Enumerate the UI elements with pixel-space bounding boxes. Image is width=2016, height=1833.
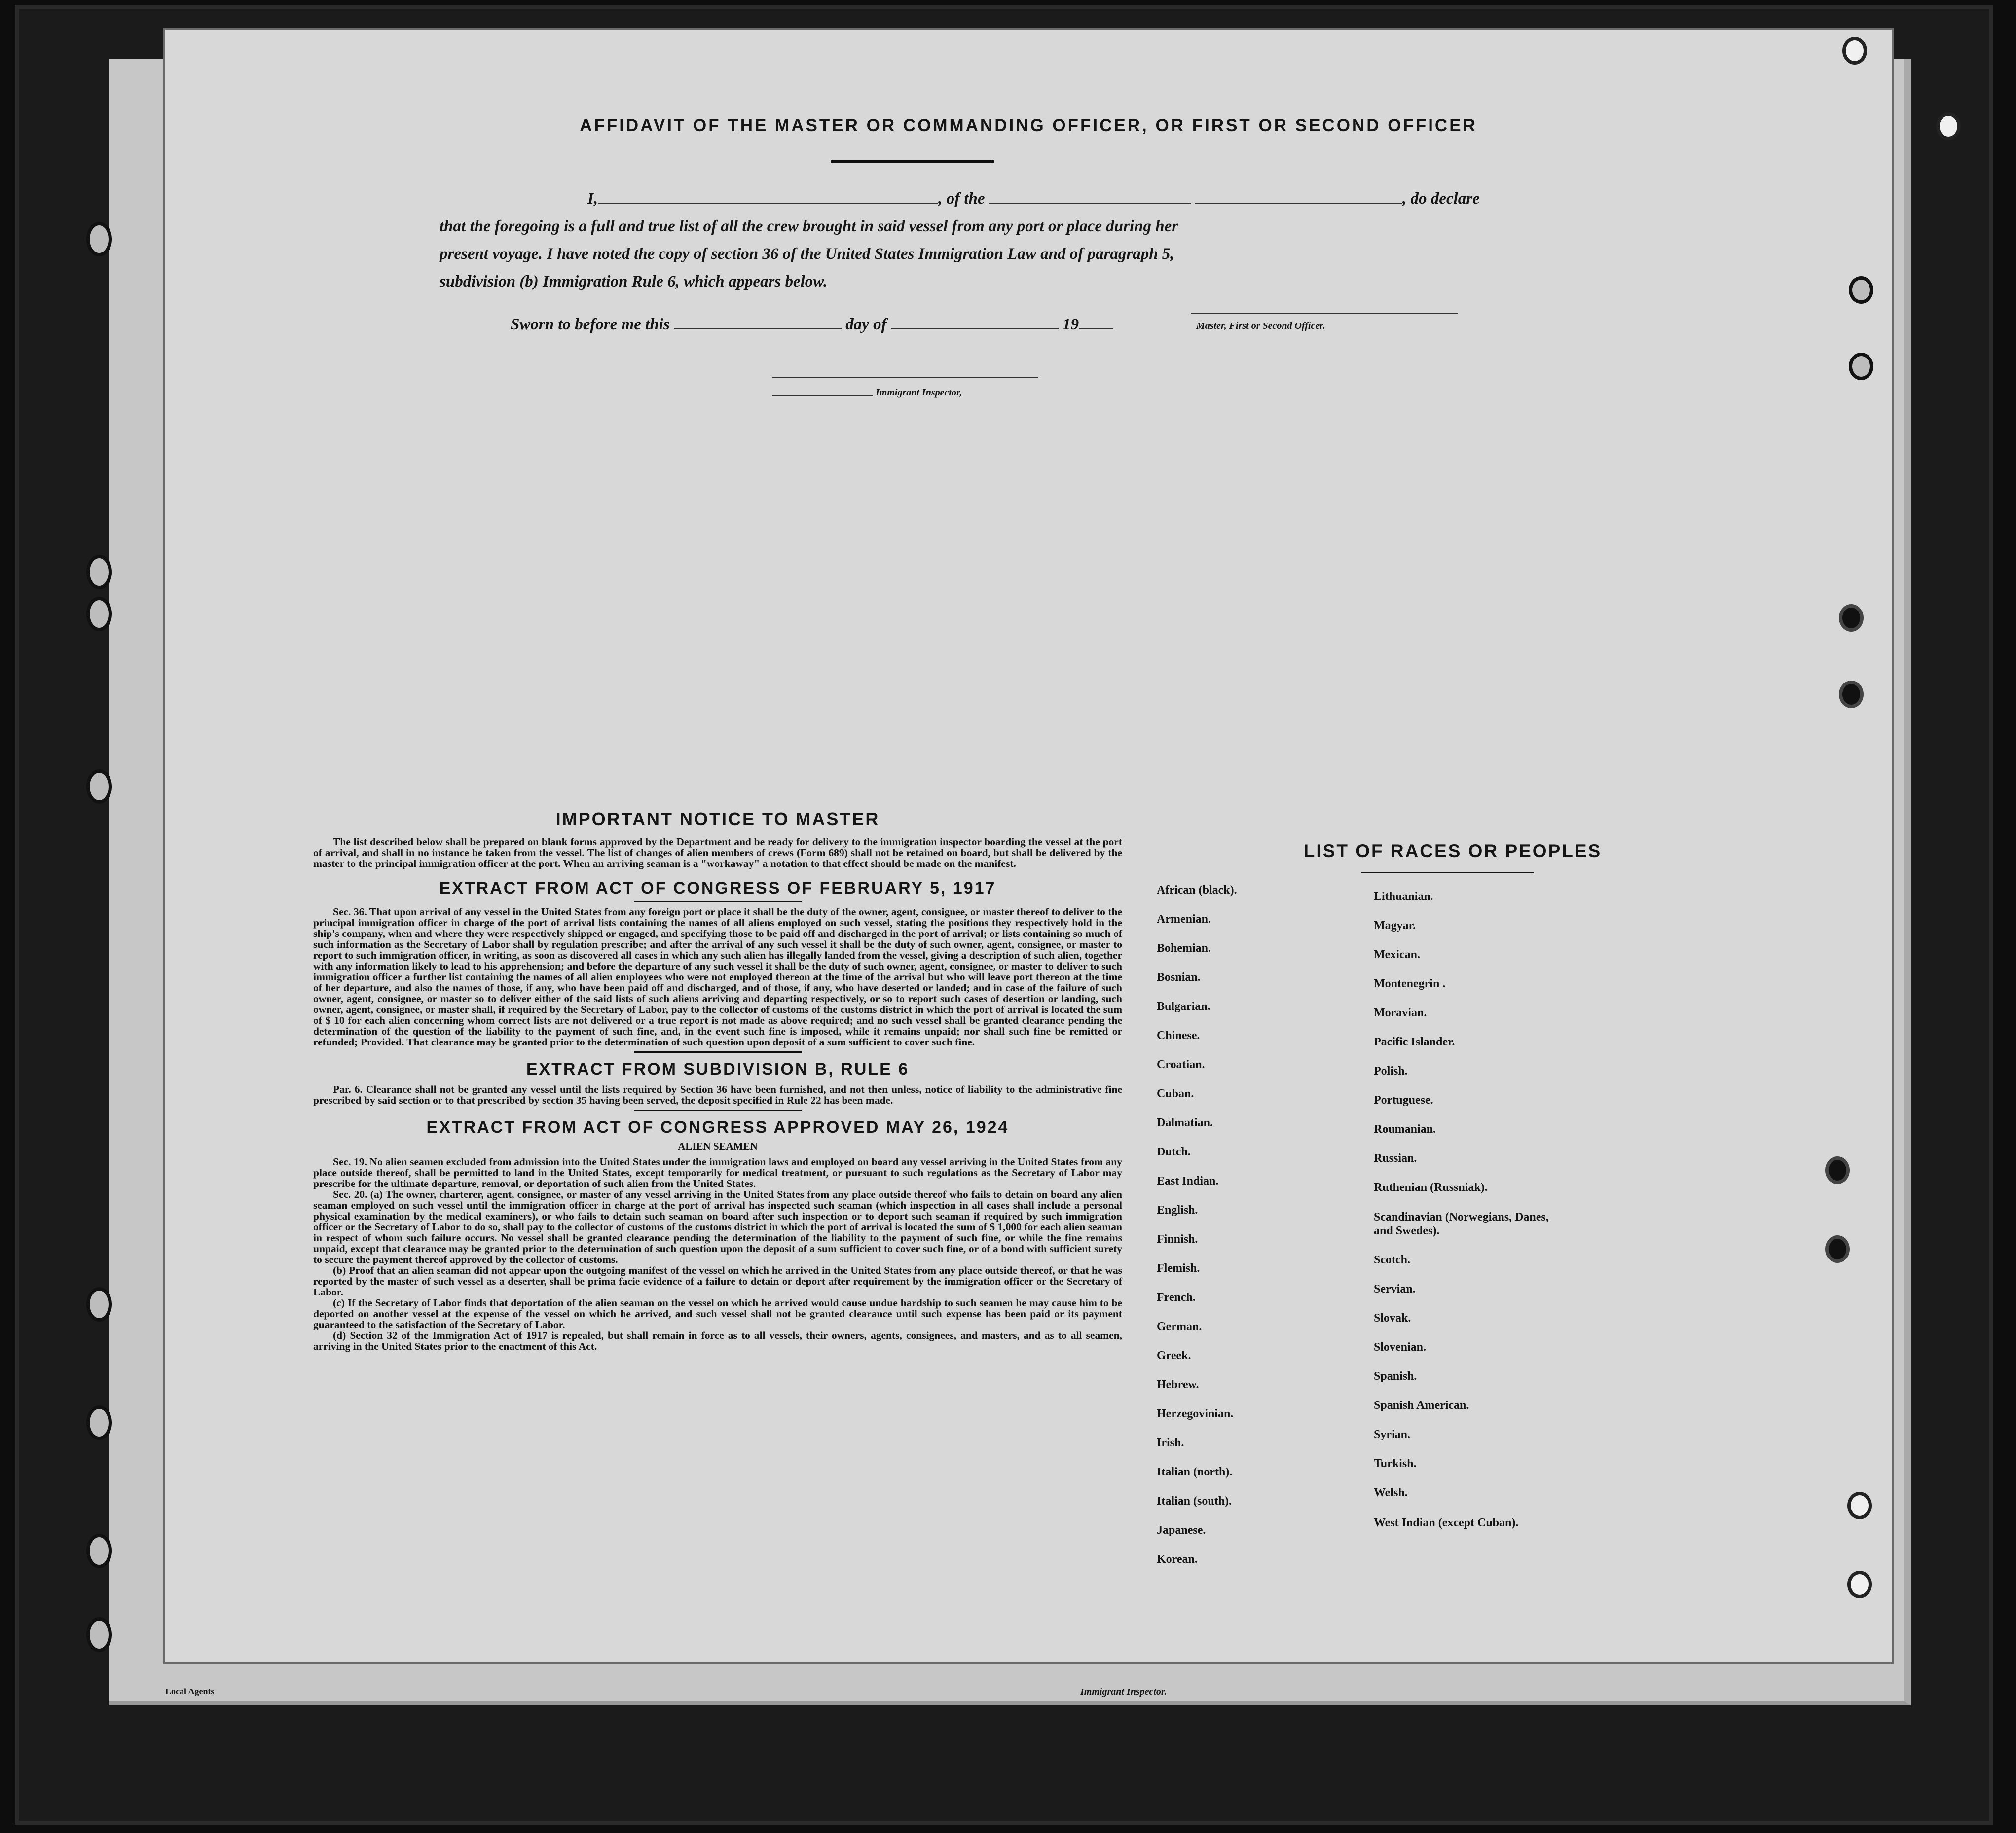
race-item: Bosnian. bbox=[1157, 971, 1201, 984]
page-hole-icon bbox=[1847, 1492, 1872, 1519]
race-item: Flemish. bbox=[1157, 1262, 1200, 1275]
vessel-blank-2[interactable] bbox=[1195, 190, 1402, 204]
races-title: LIST OF RACES OR PEOPLES bbox=[1303, 841, 1602, 861]
race-item: Korean. bbox=[1157, 1553, 1198, 1566]
master-signature-line[interactable] bbox=[1191, 313, 1458, 314]
binder-hole-icon bbox=[1849, 276, 1873, 304]
race-item: Dalmatian. bbox=[1157, 1116, 1213, 1129]
race-item: Cuban. bbox=[1157, 1087, 1194, 1100]
rule6-end-rule bbox=[634, 1110, 802, 1111]
binder-hole-icon bbox=[1825, 1156, 1850, 1184]
race-item: Hebrew. bbox=[1157, 1378, 1199, 1391]
sworn-day-blank[interactable] bbox=[674, 316, 842, 329]
notice-paragraph: The list described below shall be prepared on blank forms approved by the Department and be ready for delivery to the immigration inspector boarding the vessel at the port of arrival, and shall in no instance be taken from the vessel. The list of changes of alien members of crews (Form 689) shall not be retained on board, but shall be delivered by the master to the principal immigration officer at the port. When an arriving seaman is a "workaway" a notation to that effect should be made on the manifest. bbox=[313, 836, 1122, 869]
sec20a-paragraph: Sec. 20. (a) The owner, charterer, agent, consignee, or master of any vessel arriving in the United States from any place outside thereof who fails to detain on board any alien seaman employed on such vessel until the immigration officer in charge at the port of arrival has inspected such seaman (which inspection in all cases shall include a personal physical examination by the medical examiners), or who fails to detain such seaman on board after such inspection or to deport such seaman if required by such immigration officer or the Secretary of Labor to do so, shall pay to the collector of customs of the customs district in which the port of arrival is located the sum of $ 1,000 for each alien seaman in respect of whom such failure occurs. No vessel shall be granted clearance pending the determination of the liability to the payment of such fine, or while the fine remains unpaid, except that clearance may be granted prior to the determination of such question upon the deposit of a sum sufficient to cover such fine, or of a bond with sufficient surety to secure the payment thereof approved by the collector of customs. bbox=[313, 1188, 1122, 1265]
day-of-text: day of bbox=[845, 316, 887, 333]
race-item: Bulgarian. bbox=[1157, 1000, 1210, 1013]
title-rule bbox=[831, 160, 994, 163]
binder-hole-icon bbox=[86, 1287, 112, 1322]
race-item: German. bbox=[1157, 1320, 1202, 1333]
local-agents-label: Local Agents bbox=[165, 1687, 215, 1696]
inspector-signature-line[interactable] bbox=[772, 377, 1038, 378]
race-item: Croatian. bbox=[1157, 1058, 1205, 1071]
binder-hole-icon bbox=[1849, 353, 1873, 380]
month-blank[interactable] bbox=[891, 316, 1059, 329]
extract-1924-text bbox=[313, 1156, 1122, 1352]
declaration-do-declare: , do declare bbox=[1402, 190, 1480, 208]
declaration-line-4: subdivision (b) Immigration Rule 6, which appears below. bbox=[440, 273, 828, 290]
binder-hole-icon bbox=[86, 1617, 112, 1652]
extract-1917-rule bbox=[634, 901, 802, 902]
race-item: Roumanian. bbox=[1374, 1123, 1436, 1136]
races-right-column bbox=[1374, 890, 1581, 1550]
sec20b-paragraph: (b) Proof that an alien seaman did not appear upon the outgoing manifest of the vessel on which he arrived in the United States from any place outside thereof, or that he was reported by the master of such vessel as a deserter, shall be prima facie evidence of a failure to detain or deport after requirement by the immigration officer or the Secretary of Labor. bbox=[313, 1264, 1122, 1298]
page-hole-icon bbox=[1842, 37, 1867, 65]
declaration-line-1 bbox=[440, 185, 1549, 213]
race-item: Greek. bbox=[1157, 1349, 1191, 1362]
declaration-of-the: , of the bbox=[938, 190, 985, 208]
race-item: Slovenian. bbox=[1374, 1341, 1427, 1354]
binder-hole-icon bbox=[86, 222, 112, 256]
sworn-line bbox=[511, 316, 1113, 334]
notice-text bbox=[313, 836, 1122, 869]
notice-column bbox=[313, 809, 1122, 1352]
extract-1917-end-rule bbox=[634, 1051, 802, 1053]
race-item: Scandinavian (Norwegians, Danes, and Swedes). bbox=[1374, 1211, 1549, 1237]
race-item: Herzegovinian. bbox=[1157, 1407, 1234, 1420]
race-item: Russian. bbox=[1374, 1152, 1417, 1165]
declaration-line-2: that the foregoing is a full and true list of all the crew brought in said vessel from any port or place during her bbox=[440, 217, 1178, 235]
declaration-i: I, bbox=[587, 190, 598, 208]
race-item: Portuguese. bbox=[1374, 1094, 1433, 1107]
binder-hole-icon bbox=[86, 555, 112, 589]
race-item: Spanish American. bbox=[1374, 1399, 1469, 1412]
declaration-line-3: present voyage. I have noted the copy of section 36 of the United States Immigration Law and of paragraph 5, bbox=[440, 245, 1174, 263]
race-item: Montenegrin . bbox=[1374, 977, 1446, 990]
race-item: Pacific Islander. bbox=[1374, 1036, 1455, 1048]
rule6-paragraph: Par. 6. Clearance shall not be granted any vessel until the lists required by Section 36 have been furnished, and not then unless, notice of liability to the administrative fine prescribed by said section or to that prescribed by section 35 having been served, the deposit specified in Rule 22 has been made. bbox=[313, 1083, 1122, 1106]
page-hole-icon bbox=[1936, 112, 1961, 140]
race-item: Servian. bbox=[1374, 1283, 1416, 1295]
affidavit-title: AFFIDAVIT OF THE MASTER OR COMMANDING OFFICER, OR FIRST OR SECOND OFFICER bbox=[580, 116, 1477, 135]
race-item: Ruthenian (Russniak). bbox=[1374, 1181, 1488, 1194]
race-item: Armenian. bbox=[1157, 913, 1211, 926]
race-item: Chinese. bbox=[1157, 1029, 1200, 1042]
binder-hole-icon bbox=[86, 769, 112, 804]
rule6-title: EXTRACT FROM SUBDIVISION B, RULE 6 bbox=[526, 1060, 910, 1078]
race-item: Syrian. bbox=[1374, 1428, 1411, 1441]
race-item: East Indian. bbox=[1157, 1175, 1219, 1187]
page-hole-icon bbox=[1847, 1571, 1872, 1598]
race-item: Japanese. bbox=[1157, 1524, 1206, 1537]
extract-1917-title: EXTRACT FROM ACT OF CONGRESS OF FEBRUARY 5, 1917 bbox=[439, 879, 996, 898]
master-signature-label: Master, First or Second Officer. bbox=[1196, 321, 1325, 331]
race-item: Welsh. bbox=[1374, 1486, 1408, 1499]
binder-hole-icon bbox=[1839, 604, 1864, 632]
race-item: Lithuanian. bbox=[1374, 890, 1433, 903]
alien-seamen-heading: ALIEN SEAMEN bbox=[678, 1140, 758, 1152]
race-item: West Indian (except Cuban). bbox=[1374, 1516, 1519, 1529]
extract-1924-title: EXTRACT FROM ACT OF CONGRESS APPROVED MAY 26, 1924 bbox=[426, 1118, 1009, 1137]
race-item: French. bbox=[1157, 1291, 1196, 1304]
extract-1917-text bbox=[313, 906, 1122, 1047]
name-blank[interactable] bbox=[598, 190, 938, 204]
sworn-text: Sworn to before me this bbox=[511, 316, 670, 333]
underlying-inspector-label: Immigrant Inspector. bbox=[1080, 1687, 1167, 1697]
inspector-signature-line-2[interactable] bbox=[772, 395, 873, 396]
binder-hole-icon bbox=[86, 1534, 112, 1568]
inspector-label: Immigrant Inspector, bbox=[876, 387, 962, 398]
race-item: Polish. bbox=[1374, 1065, 1408, 1078]
binder-hole-icon bbox=[86, 1405, 112, 1440]
race-item: Italian (south). bbox=[1157, 1495, 1232, 1508]
race-item: Turkish. bbox=[1374, 1457, 1417, 1470]
sec20d-paragraph: (d) Section 32 of the Immigration Act of 1917 is repealed, but shall remain in force as to all vessels, their owners, agents, consignees, and masters, and as to all seamen, arriving in the United States prior to the enactment of this Act. bbox=[313, 1330, 1122, 1352]
sec20c-paragraph: (c) If the Secretary of Labor finds that deportation of the alien seaman on the vessel on which he arrived would cause undue hardship to such seamen he may cause him to be deported on another vessel at the expense of the vessel on which he arrived, and such vessel shall not be granted clearance until such expense has been paid or its payment guaranteed to the satisfaction of the Secretary of Labor. bbox=[313, 1297, 1122, 1330]
race-item: Italian (north). bbox=[1157, 1466, 1233, 1478]
race-item: Irish. bbox=[1157, 1437, 1184, 1449]
race-item: Moravian. bbox=[1374, 1006, 1427, 1019]
race-item: African (black). bbox=[1157, 884, 1237, 897]
binder-hole-icon bbox=[86, 597, 112, 631]
vessel-blank[interactable] bbox=[989, 190, 1191, 204]
race-item: Bohemian. bbox=[1157, 942, 1211, 955]
binder-hole-icon bbox=[1825, 1235, 1850, 1263]
race-item: Dutch. bbox=[1157, 1146, 1191, 1158]
race-item: Magyar. bbox=[1374, 919, 1416, 932]
affidavit-declaration bbox=[440, 185, 1549, 295]
race-item: English. bbox=[1157, 1204, 1198, 1217]
sec19-paragraph: Sec. 19. No alien seamen excluded from admission into the United States under the immigration laws and employed on board any vessel arriving in the United States from any place outside thereof, shall be permitted to land in the United States, except temporarily for medical treatment, or pursuant to such regulations as the Secretary of Labor may prescribe for the ultimate departure, removal, or deportation of such alien from the United States. bbox=[313, 1156, 1122, 1189]
rule6-text bbox=[313, 1084, 1122, 1106]
races-title-rule bbox=[1361, 872, 1534, 873]
year-blank[interactable] bbox=[1079, 316, 1113, 329]
race-item: Spanish. bbox=[1374, 1370, 1417, 1383]
affidavit-page bbox=[165, 30, 1892, 1662]
race-item: Mexican. bbox=[1374, 948, 1420, 961]
races-left-column bbox=[1157, 884, 1344, 1582]
race-item: Scotch. bbox=[1374, 1254, 1410, 1266]
year-prefix: 19 bbox=[1063, 316, 1079, 333]
extract-1917-paragraph: Sec. 36. That upon arrival of any vessel in the United States from any foreign port or place it shall be the duty of the owner, agent, consignee, or master thereof to deliver to the principal immigration officer in charge of the port of arrival lists containing the names of all aliens employed on such vessel, stating the positions they respectively hold in the ship's company, when and where they were respectively shipped or engaged, and specifying those to be paid off and discharged in the port of arrival; or lists containing so much of such information as the Secretary of Labor shall by regulation prescribe; and after the arrival of any such vessel it shall be the duty of such owner, agent, consignee, or master to report to such immigration officer, in writing, as soon as discovered all cases in which any such alien has illegally landed from the vessel, giving a description of such alien, together with any information likely to lead to his apprehension; and before the departure of any such vessel it shall be the duty of such owner, agent, consignee, or master to deliver to such immigration officer a further list containing the names of all alien employees who were not employed thereon at the time of the arrival but who will leave port thereon at the time of her departure, and also the names of those, if any, who have been paid off and discharged, and of those, if any, who have deserted or landed; and in case of the failure of such owner, agent, consignee, or master so to deliver either of the said lists of such aliens arriving and departing respectively, or so to report such cases of desertion or landing, such owner, agent, consignee, or master shall, if required by the Secretary of Labor, pay to the collector of customs of the customs district in which the port of arrival is located the sum of $ 10 for each alien concerning whom correct lists are not delivered or a true report is not made as above required; and no such vessel shall be granted clearance pending the determination of the question of the liability to the payment of such fine, and, in the event such fine is imposed, while it remains unpaid; nor shall such fine be remitted or refunded; Provided. That clearance may be granted prior to the determination of such question upon deposit of a sum sufficient to cover such fine. bbox=[313, 906, 1122, 1048]
race-item: Slovak. bbox=[1374, 1312, 1411, 1325]
race-item: Finnish. bbox=[1157, 1233, 1198, 1246]
binder-hole-icon bbox=[1839, 681, 1864, 708]
notice-title: IMPORTANT NOTICE TO MASTER bbox=[555, 809, 880, 829]
